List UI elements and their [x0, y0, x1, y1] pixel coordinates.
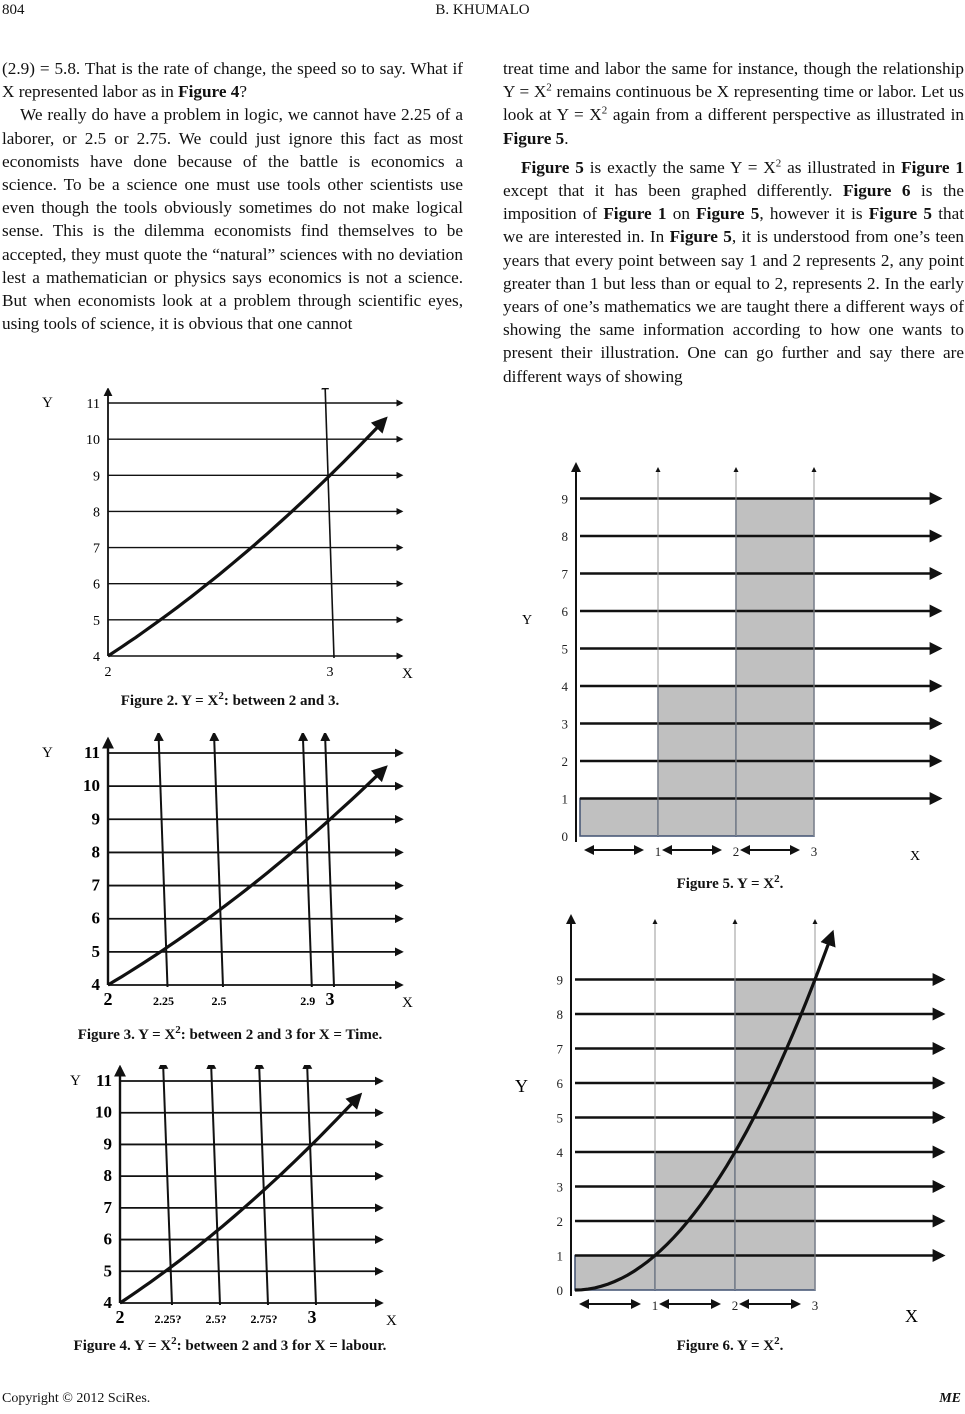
x-tick-label: 2 — [115, 1307, 125, 1327]
y-tick-label: 10 — [86, 433, 100, 449]
x-tick-label: 2 — [103, 989, 113, 1009]
x-tick-label: 2.25 — [153, 994, 174, 1008]
figure-6-chart — [505, 910, 950, 1330]
figure-3-chart — [30, 733, 450, 1018]
figure-3-caption: Figure 3. $Y = X^2$: between 2 and 3 for X = Time. — [77, 1024, 383, 1043]
y-tick-label: 4 — [93, 650, 100, 665]
y-tick-label: 3 — [556, 1179, 563, 1195]
running-author: B. KHUMALO — [435, 2, 530, 18]
x-tick-label: 3 — [810, 844, 818, 859]
y-tick-label: 4 — [103, 1293, 112, 1312]
vertical-arrow — [325, 733, 334, 987]
x-tick-label: 3 — [307, 1307, 317, 1327]
y-tick-label: 11 — [95, 1071, 112, 1090]
figure-2-caption: Figure 2. $Y = X^2$: between 2 and 3. — [120, 690, 340, 709]
figure-ref[interactable]: Figure 5 — [868, 204, 932, 224]
y-axis-label: Y — [522, 613, 533, 628]
y-tick-label: 6 — [561, 604, 568, 619]
figure-ref[interactable]: Figure 5 — [521, 157, 584, 177]
paragraph: Figure 5 is exactly the same $Y = X^2$ as illustrated in Figure 1 except that it has been graphed differently. Figure 6 is the imposition of Figure 1 on Figure 5, however it is Figure 5 that we are interested in. In Figure 5, it is understood from one’s teen years that every point between say 1 and 2 represents 2, any point greater than 1 but less than or equal to 2, represents 2. In the early years of one’s mathematics we are taught there a different ways of showing the same information according to how one wants to present their illustration. One can go further and say there are different ways of showing — [503, 157, 965, 386]
y-tick-label: 8 — [93, 505, 100, 521]
copyright: Copyright © 2012 SciRes. — [2, 1391, 151, 1406]
y-tick-label: 2 — [561, 754, 568, 769]
y-tick-label: 5 — [91, 941, 100, 961]
page-number: 804 — [2, 2, 25, 18]
y-tick-label: 9 — [103, 1134, 112, 1154]
left-column-text — [2, 57, 463, 335]
y-tick-label: 6 — [93, 577, 100, 593]
y-tick-label: 6 — [556, 1076, 563, 1091]
figure-2-chart — [30, 388, 450, 688]
y-tick-label: 11 — [83, 743, 100, 762]
x-tick-label: 2.9 — [300, 994, 316, 1008]
y-tick-label: 8 — [556, 1007, 563, 1022]
x-axis-label: X — [905, 1306, 918, 1326]
x-axis-label: X — [386, 1313, 397, 1329]
y-tick-label: 5 — [103, 1261, 112, 1281]
y-tick-label: 7 — [561, 566, 568, 582]
y-tick-label: 8 — [91, 842, 100, 862]
figure-ref[interactable]: Figure 1 — [603, 204, 667, 224]
x-tick-label: 1 — [651, 1298, 659, 1313]
figure-4-chart — [50, 1065, 410, 1335]
y-tick-label: 1 — [561, 791, 568, 807]
y-tick-label: 5 — [93, 613, 100, 629]
vertical-arrow — [211, 1065, 220, 1305]
figure-6-caption: Figure 6. $Y = X^2$. — [676, 1335, 784, 1354]
step-bar — [580, 799, 658, 837]
figure-ref[interactable]: Figure 5 — [696, 204, 760, 224]
y-tick-label: 11 — [86, 397, 100, 412]
x-tick-label: 3 — [811, 1298, 819, 1313]
y-tick-label: 3 — [561, 716, 568, 732]
y-tick-label: 9 — [91, 809, 100, 829]
step-bar — [735, 980, 815, 1291]
right-column-text — [503, 57, 964, 388]
y-tick-label: 10 — [83, 776, 100, 796]
x-axis-label: X — [402, 995, 413, 1011]
y-tick-label: 4 — [556, 1145, 563, 1160]
y-tick-label: 4 — [91, 975, 100, 994]
y-axis-label: Y — [42, 745, 53, 761]
x-tick-label: 2 — [732, 844, 740, 859]
x-tick-label: 2.5? — [205, 1312, 227, 1326]
x-tick-label: 2 — [731, 1298, 739, 1313]
figure-4-caption: Figure 4. $Y = X^2$: between 2 and 3 for X = labour. — [73, 1335, 387, 1354]
y-axis-label: Y — [70, 1073, 81, 1089]
paragraph: We really do have a problem in logic, we cannot have 2.25 of a laborer, or 2.5 or 2.75. We could just ignore this fact as most economists have done because of the battle is economics a science. To be a science one must use tools other scientists use even though the tools obviously sometimes do not make logical sense. This is the dilemma economists find themselves to be accepted, they must quote the “natural” sciences with no deviation lest a mathematician or physics says economics is not a science. But when economists look at a problem through scientific eyes, using tools of science, it is obvious that one cannot — [2, 105, 463, 334]
vertical-arrow — [303, 733, 312, 987]
figure-ref[interactable]: Figure 5 — [669, 227, 732, 247]
page-header — [0, 0, 965, 24]
vertical-arrow — [214, 733, 223, 987]
y-tick-label: 7 — [103, 1197, 112, 1217]
figure-ref[interactable]: Figure 5 — [503, 128, 565, 148]
y-tick-label: 6 — [103, 1229, 112, 1249]
y-tick-label: 1 — [556, 1248, 563, 1264]
y-tick-label: 6 — [91, 908, 100, 928]
x-tick-label: 2.5 — [211, 994, 227, 1008]
vertical-arrow — [325, 388, 334, 658]
y-tick-label: 9 — [556, 972, 563, 988]
vertical-arrow — [307, 1065, 316, 1305]
step-bar — [575, 1256, 655, 1291]
x-axis-label: X — [910, 849, 921, 864]
figure-5-chart — [510, 462, 950, 870]
y-tick-label: 7 — [556, 1041, 563, 1057]
y-tick-label: 5 — [556, 1110, 563, 1126]
journal-abbrev: ME — [939, 1391, 961, 1406]
x-axis-label: X — [402, 666, 413, 682]
x-tick-label: 2 — [104, 665, 112, 680]
y-tick-label: 9 — [561, 491, 568, 507]
y-tick-label: 0 — [556, 1283, 563, 1298]
y-tick-label: 9 — [93, 469, 100, 485]
y-tick-label: 2 — [556, 1214, 563, 1229]
y-tick-label: 8 — [103, 1166, 112, 1186]
y-axis-label: Y — [42, 395, 53, 411]
x-tick-label: 3 — [325, 989, 335, 1009]
step-bar — [736, 499, 814, 837]
x-tick-label: 2.75? — [250, 1312, 278, 1326]
y-tick-label: 7 — [93, 541, 100, 557]
x-tick-label: 1 — [654, 844, 662, 859]
y-tick-label: 4 — [561, 679, 568, 694]
y-tick-label: 8 — [561, 529, 568, 544]
paragraph: (2.9) = 5.8. That is the rate of change, the speed so to say. What if X represented labor as in Figure 4? — [2, 59, 463, 102]
figure-ref[interactable]: Figure 4 — [178, 82, 240, 102]
paragraph: treat time and labor the same for instance, though the relationship $Y = X^2$ remains continuous be X representing time or labor. Let us look at $Y = X^2$ again from a different perspective as illustrated in Figure 5. — [503, 59, 964, 148]
y-axis-label: Y — [515, 1076, 528, 1096]
y-tick-label: 5 — [561, 641, 568, 657]
figure-ref[interactable]: Figure 1 — [901, 157, 965, 177]
y-tick-label: 7 — [91, 875, 100, 895]
x-tick-label: 2.25? — [154, 1312, 182, 1326]
y-tick-label: 0 — [561, 829, 568, 844]
x-tick-label: 3 — [326, 665, 334, 680]
vertical-arrow — [259, 1065, 268, 1305]
figure-5-caption: Figure 5. $Y = X^2$. — [676, 873, 784, 892]
y-tick-label: 10 — [95, 1102, 112, 1122]
figure-ref[interactable]: Figure 6 — [842, 181, 911, 201]
